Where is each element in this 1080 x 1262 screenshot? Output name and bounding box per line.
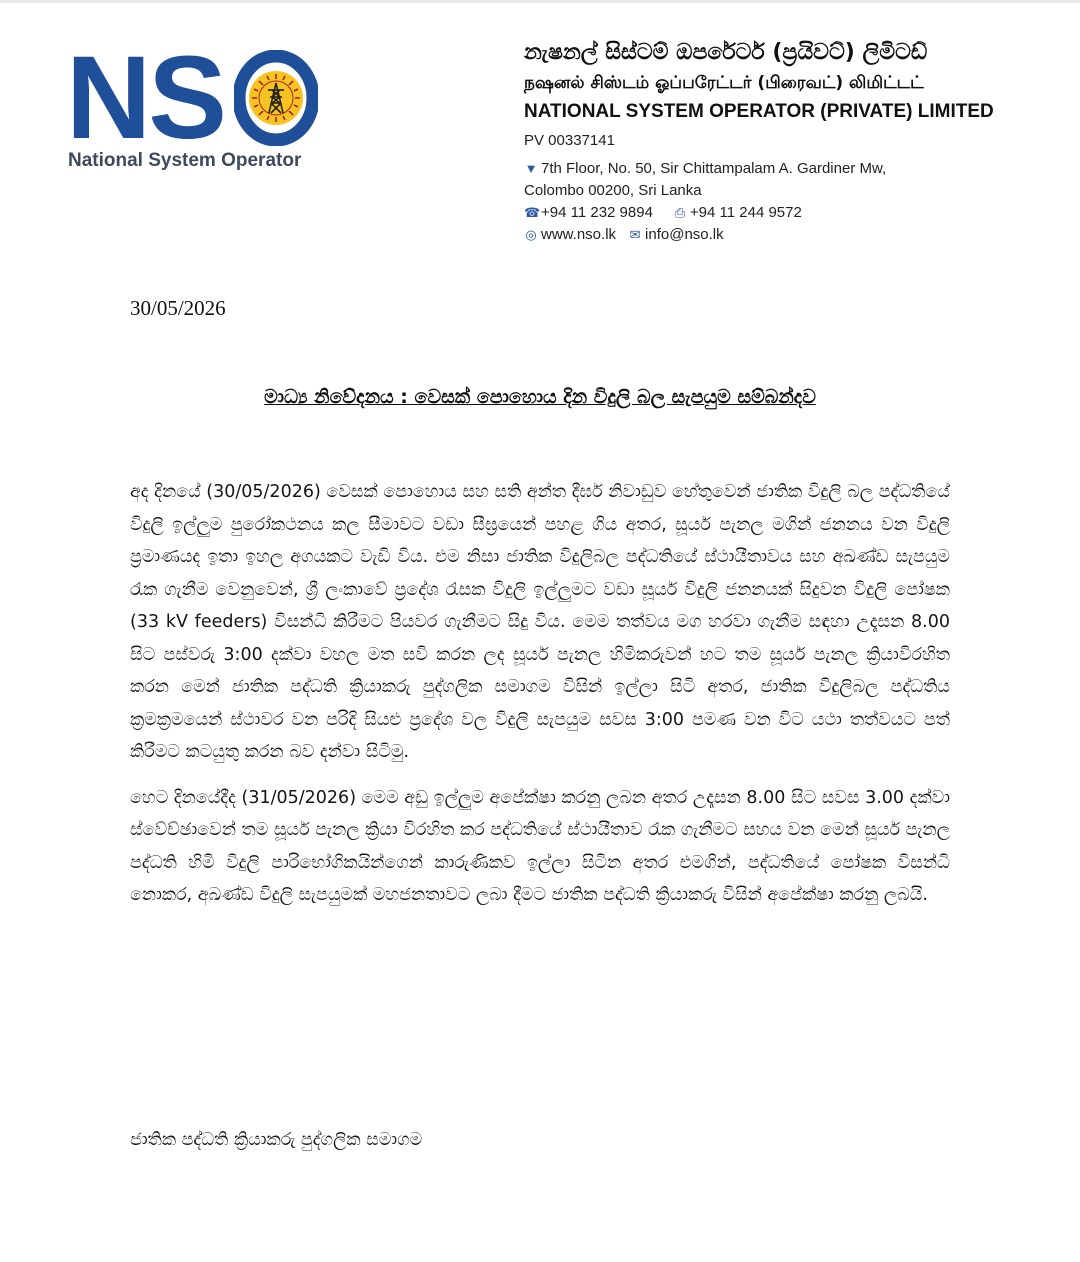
fax-number: +94 11 244 9572 <box>689 204 802 221</box>
phone-icon: ☎ <box>524 205 541 220</box>
website-link[interactable]: www.nso.lk <box>541 226 617 243</box>
address-line-1-text: 7th Floor, No. 50, Sir Chittampalam A. Gardiner Mw, <box>541 160 887 177</box>
envelope-icon: ✉ <box>629 227 641 242</box>
sun-tower-emblem-icon <box>234 50 318 146</box>
email-link[interactable]: info@nso.lk <box>645 226 724 243</box>
company-name-tamil: நஷனல் சிஸ்டம் ஓப்பரேட்டர் (பிரைவட்) லிமிட்டட் <box>524 73 924 93</box>
nso-logo <box>66 32 326 178</box>
signature-line: ජාතික පද්ධති ක්‍රියාකරු පුද්ගලික සමාගම <box>130 1130 423 1150</box>
globe-icon: ◎ <box>525 227 537 242</box>
document-date: 30/05/2026 <box>130 296 226 320</box>
location-pin-icon: ▼ <box>524 161 538 176</box>
logo-caption: National System Operator <box>68 150 302 171</box>
contact-web-email <box>524 224 1044 246</box>
phone-number: +94 11 232 9894 <box>541 204 653 221</box>
contact-phone-fax <box>524 202 1044 224</box>
logo-letter-s: S <box>148 32 224 164</box>
logo-letters <box>66 32 224 164</box>
document-body <box>130 476 950 912</box>
company-name-english: NATIONAL SYSTEM OPERATOR (PRIVATE) LIMITED <box>524 101 994 122</box>
fax-icon: ⎙ <box>674 205 686 220</box>
logo-letter-n: N <box>66 32 149 164</box>
registration-number: PV 00337141 <box>524 132 615 149</box>
body-paragraph-2: හෙට දිනයේදීද (31/05/2026) මෙම අඩු ඉල්ලුම අපේක්ෂා කරනු ලබන අතර උදෑසන 8.00 සිට සවස 3.00 දක්වා ස්වේච්ඡාවෙන් තම සූර්ය පැනල ක්‍රියා විරහිත කර පද්ධතියේ ස්ථායීතාව රැක ගැනීමට සහය වන මෙන් සූර්ය පැනල පද්ධති හිමි විදුලි පාරිභෝගිකයින්ගෙන් කාරුණිකව ඉල්ලා සිටින අතර එමගින්, පද්ධතියේ පෝෂක විසන්ධි නොකර, අඛණ්ඩ විදුලි සැපයුමක් මහජනතාවට ලබා දීමට ජාතික පද්ධති ක්‍රියාකරු විසින් අපේක්ෂා කරනු ලබයි. <box>130 787 950 905</box>
address-line-2: Colombo 00200, Sri Lanka <box>524 182 702 199</box>
body-paragraph-1: අද දිනයේ (30/05/2026) වෙසක් පොහොය සහ සති අන්ත දීර්ඝ නිවාඩුව හේතුවෙන් ජාතික විදුලි බල පද්ධතියේ විදුලි ඉල්ලුම පුරෝකථනය කල සීමාවට වඩා සීඝ්‍රයෙන් පහළ ගිය අතර, සූර්ය පැනල මගින් ජනනය වන විදුලි ප්‍රමාණයද ඉතා ඉහල අගයකට වැඩි විය. එම නිසා ජාතික විදුලිබල පද්ධතියේ ස්ථායීතාවය සහ අඛණ්ඩ සැපයුම රැක ගැනීම වෙනුවෙන්, ශ්‍රී ලංකාවේ ප්‍රදේශ රැසක විදුලි ඉල්ලුමට වඩා සූර්ය විදුලි ජනනයක් සිදුවන විදුලි පෝෂක (33 kV feeders) විසන්ධි කිරීමට පියවර ගැනීමට සිදු විය. මෙම තත්වය මග හරවා ගැනීම සඳහා උදෑසන 8.00 සිට පස්වරු 3:00 දක්වා වහල මත සවි කරන ලද සූර්ය පැනල හිමිකරුවන් හට තම සූර්ය පැනල ක්‍රියාවිරහිත කරන මෙන් ජාතික පද්ධති ක්‍රියාකරු පුද්ගලික සමාගම විසින් ඉල්ලා සිටි අතර, ජාතික විදුලිබල පද්ධතිය ක්‍රමක්‍රමයෙන් ස්ථාවර වන පරිදි සියළු ප්‍රදේශ වල විදුලි සැපයුම සවස 3:00 පමණ වන විට යථා තත්වයට පත් කිරීමට කටයුතු කරන බව දන්වා සිටිමු. <box>130 482 950 762</box>
address-line-1 <box>524 158 1044 180</box>
letterhead <box>524 38 1044 246</box>
company-name-sinhala: නැෂනල් සිස්ටම් ඔපරේටර් (ප්‍රයිවට්) ලිමිටඩ් <box>524 40 928 65</box>
document-heading: මාධ්‍ය නිවේදනය : වෙසක් පොහොය දින විදුලි බල සැපයුම සම්බන්දව <box>264 386 816 408</box>
top-border <box>0 0 1080 3</box>
